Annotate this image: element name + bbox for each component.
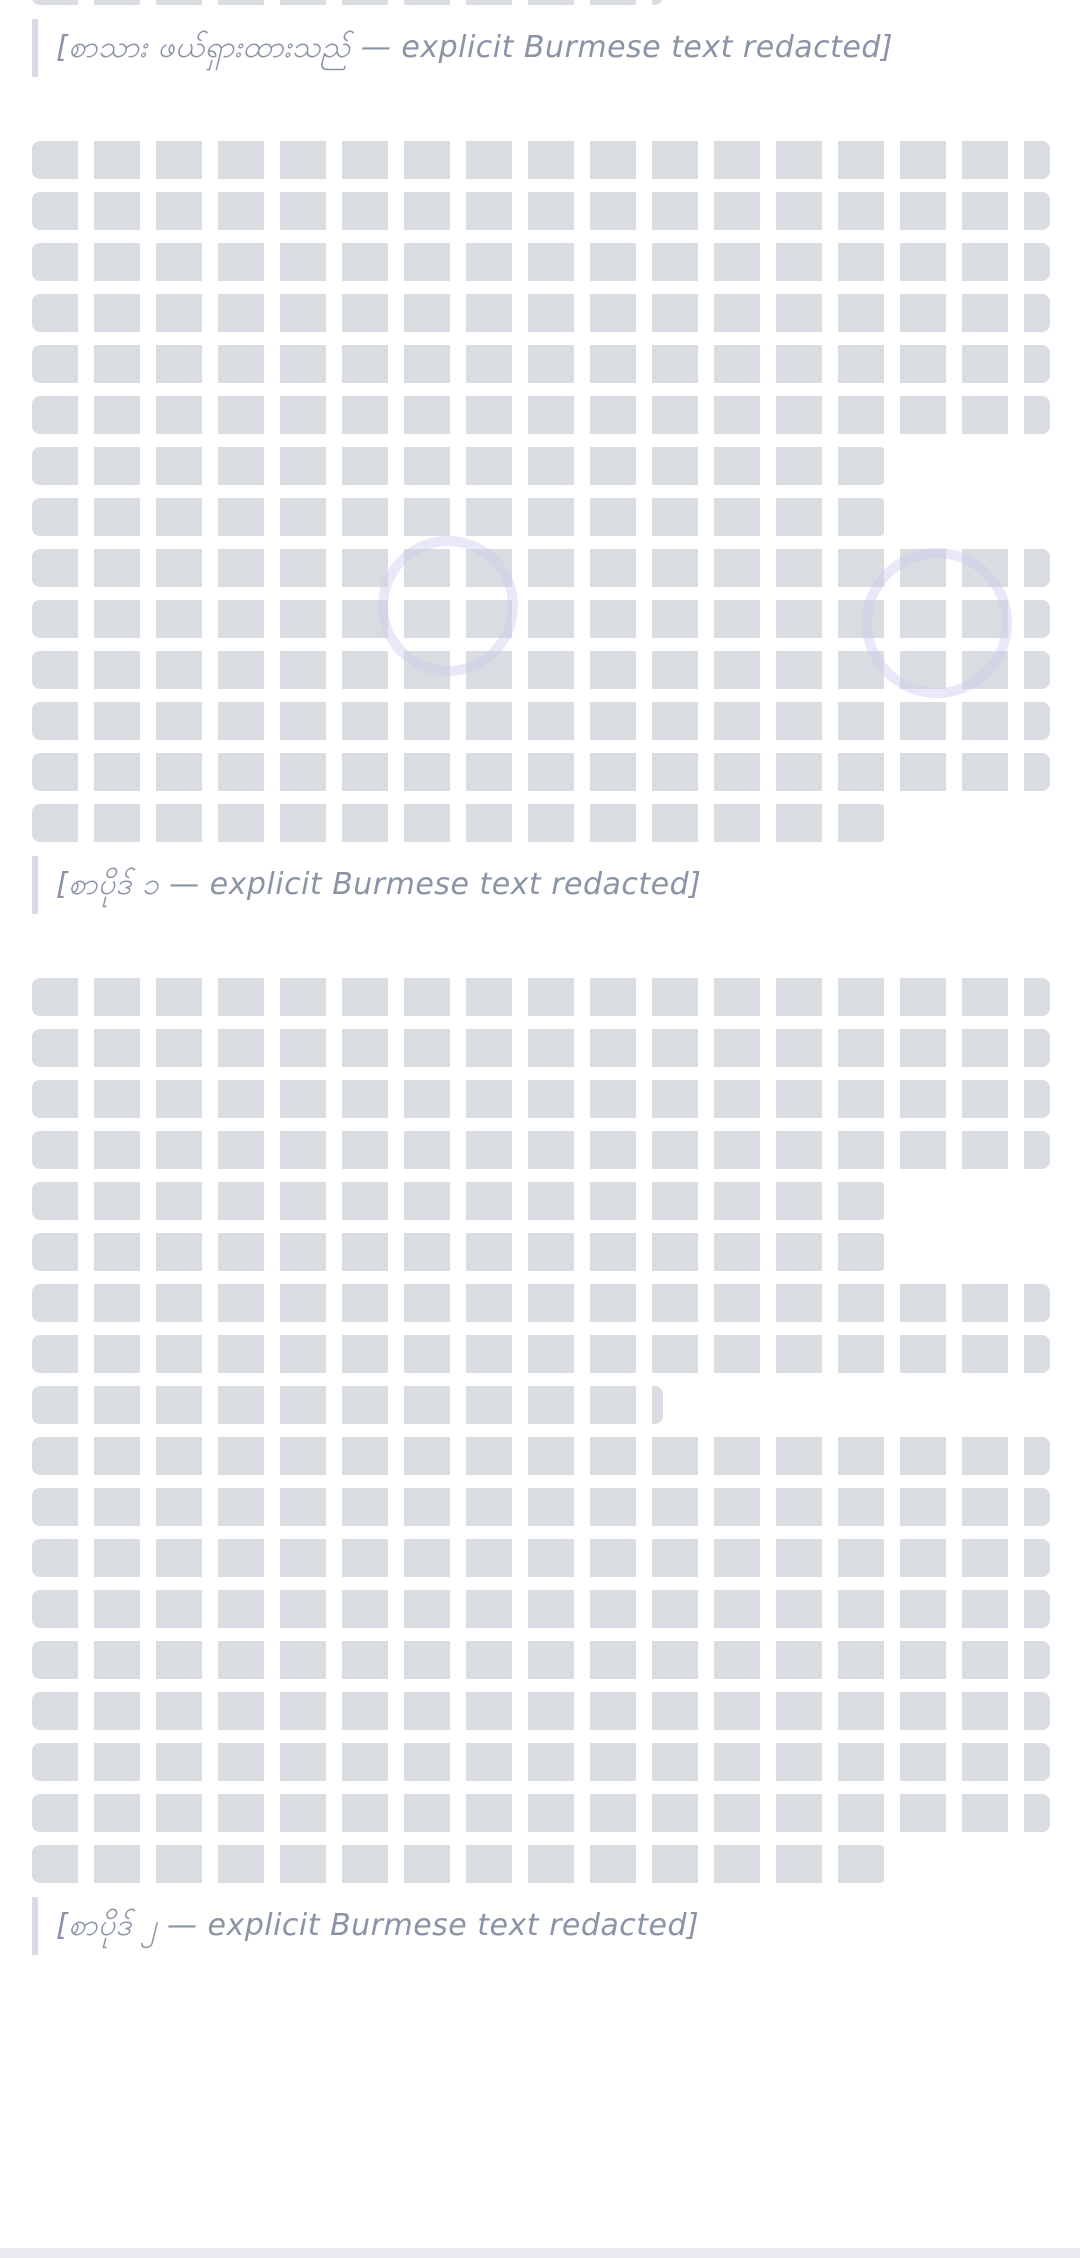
text-line-placeholder <box>32 447 887 485</box>
text-line-placeholder <box>32 753 1050 791</box>
text-line-placeholder <box>32 1080 1050 1118</box>
text-line-placeholder <box>32 141 1050 179</box>
text-line-placeholder <box>32 651 1050 689</box>
text-line-placeholder <box>32 0 663 5</box>
text-line-placeholder <box>32 1131 1050 1169</box>
text-line-placeholder <box>32 1029 1050 1067</box>
text-line-placeholder <box>32 1743 1050 1781</box>
text-line-placeholder <box>32 345 1050 383</box>
paragraph-top-clipped <box>32 0 1050 77</box>
text-line-placeholder <box>32 702 1050 740</box>
text-line-placeholder <box>32 1794 1050 1832</box>
text-column <box>32 0 1050 1955</box>
paragraph-2 <box>32 141 1050 914</box>
paragraph-3 <box>32 978 1050 1955</box>
text-line-placeholder <box>32 1437 1050 1475</box>
redaction-note: [စာပိုဒ် ၂ — explicit Burmese text redacted] <box>32 1897 1050 1955</box>
text-line-placeholder <box>32 549 1050 587</box>
redaction-note: [စာသား ဖယ်ရှားထားသည် — explicit Burmese text redacted] <box>32 19 1050 77</box>
text-line-placeholder <box>32 1692 1050 1730</box>
text-line-placeholder <box>32 804 887 842</box>
text-line-placeholder <box>32 294 1050 332</box>
text-line-placeholder <box>32 1590 1050 1628</box>
text-line-placeholder <box>32 1386 663 1424</box>
text-line-placeholder <box>32 1488 1050 1526</box>
redaction-note: [စာပိုဒ် ၁ — explicit Burmese text redacted] <box>32 856 1050 914</box>
text-line-placeholder <box>32 1284 1050 1322</box>
text-line-placeholder <box>32 1182 887 1220</box>
text-line-placeholder <box>32 243 1050 281</box>
text-line-placeholder <box>32 1845 887 1883</box>
text-line-placeholder <box>32 1233 887 1271</box>
text-line-placeholder <box>32 1539 1050 1577</box>
text-line-placeholder <box>32 1641 1050 1679</box>
bottom-edge-strip <box>0 2248 1080 2258</box>
text-line-placeholder <box>32 600 1050 638</box>
text-line-placeholder <box>32 978 1050 1016</box>
text-line-placeholder <box>32 192 1050 230</box>
text-line-placeholder <box>32 1335 1050 1373</box>
text-line-placeholder <box>32 498 887 536</box>
text-line-placeholder <box>32 396 1050 434</box>
